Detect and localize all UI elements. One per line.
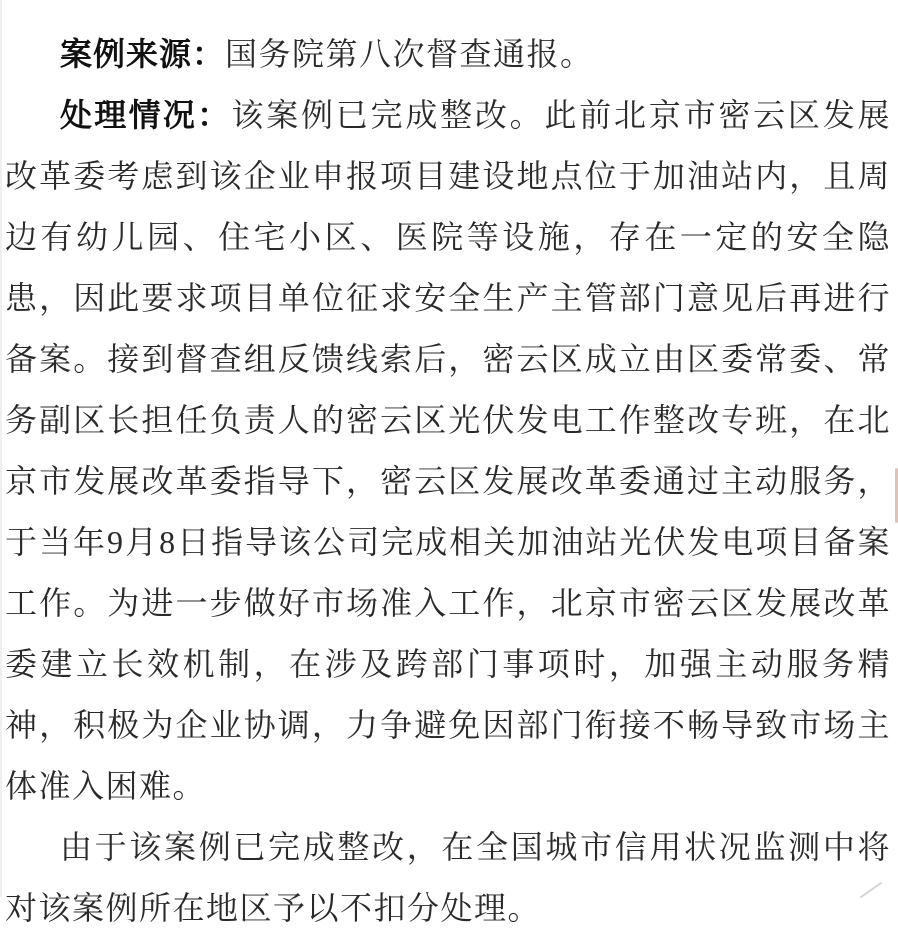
paragraph-handling-status	[5, 85, 891, 817]
paragraph-conclusion	[5, 817, 891, 939]
case-source-label: 案例来源：	[60, 36, 226, 72]
handling-status-label: 处理情况：	[60, 97, 232, 133]
case-source-text: 国务院第八次督查通报。	[225, 36, 594, 72]
handling-status-text: 该案例已完成整改。此前北京市密云区发展改革委考虑到该企业申报项目建设地点位于加油站内，且周边有幼儿园、住宅小区、医院等设施，存在一定的安全隐患，因此要求项目单位征求安全生产主管部门意见后再进行备案。接到督查组反馈线索后，密云区成立由区委常委、常务副区长担任负责人的密云区光伏发电工作整改专班，在北京市发展改革委指导下，密云区发展改革委通过主动服务，于当年9月8日指导该公司完成相关加油站光伏发电项目备案工作。为进一步做好市场准入工作，北京市密云区发展改革委建立长效机制，在涉及跨部门事项时，加强主动服务精神，积极为企业协调，力争避免因部门衔接不畅导致市场主体准入困难。	[5, 97, 891, 804]
paragraph-case-source	[5, 24, 891, 85]
scan-edge-artifact	[0, 0, 2, 897]
conclusion-text: 由于该案例已完成整改，在全国城市信用状况监测中将对该案例所在地区予以不扣分处理。	[5, 829, 891, 926]
